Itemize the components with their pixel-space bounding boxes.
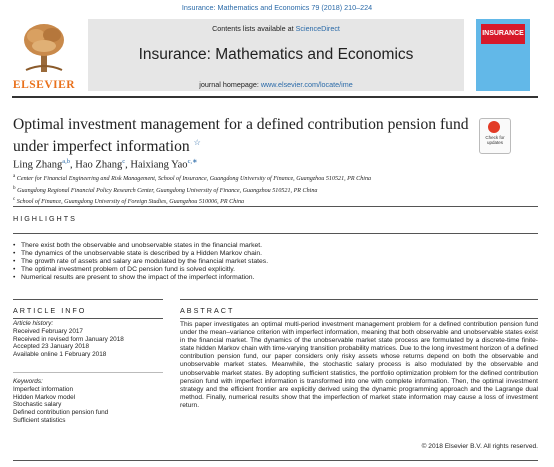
divider: [13, 372, 163, 373]
divider: [13, 299, 163, 300]
keyword-item: Defined contribution pension fund: [13, 409, 109, 417]
author-affiliation-mark[interactable]: c,∗: [187, 158, 198, 165]
affiliation-item: [13, 195, 533, 207]
check-updates-label: [479, 135, 511, 145]
contents-prefix: Contents lists available at: [212, 24, 296, 33]
article-title-text: Optimal investment management for a defined contribution pension fund under imperfect information: [13, 116, 469, 156]
affiliation-item: [13, 172, 533, 184]
highlights-heading: HIGHLIGHTS: [13, 214, 77, 223]
keywords-label: Keywords:: [13, 378, 43, 385]
highlight-item: • The growth rate of assets and salary are modulated by the financial market states.: [13, 258, 533, 266]
abstract-body: This paper investigates an optimal multi-period investment management problem for a defined contribution pension fund under the mean–variance criterion with imperfect information, meaning that both observable and unobservable states exist in the financial market. The dynamics of the unobservable market state process are formulated by a discrete-time finite-state hidden Markov chain with time-varying transition probability matrices. Due to the long investment horizon of a defined contribution pension fund, our paper considers only risky assets whose returns depend on both the observable and unobservable market states. Meanwhile, the stochastic salary process is also modulated by the observable and unobservable market states. By adopting sufficient statistics, the portfolio optimization problem for the defined contribution pension fund with imperfect information is transformed into one with complete information. Then, the optimal investment strategy and the efficient frontier are explicitly derived using the dynamic programming approach and the Lagrange dual method. Finally, numerical results show that the imperfection of market state information may cause a loss of investment return.: [180, 321, 538, 409]
history-item: Accepted 23 January 2018: [13, 343, 90, 351]
author-name[interactable]: Haixiang Yao: [130, 159, 188, 171]
journal-title[interactable]: Insurance: Mathematics and Economics: [138, 46, 414, 63]
author-name[interactable]: Hao Zhang: [75, 159, 123, 171]
keywords: [13, 378, 163, 425]
divider: [180, 318, 538, 319]
check-updates-line1: Check for: [485, 135, 505, 140]
history-item: Received February 2017: [13, 327, 83, 335]
affiliation-label: b: [13, 184, 16, 191]
title-footnote-icon[interactable]: ☆: [193, 138, 201, 147]
homepage-prefix: journal homepage:: [199, 80, 261, 89]
divider: [13, 206, 538, 207]
divider: [180, 299, 538, 300]
author-list: Ling Zhang$^{a,b}$, Hao Zhang$^c$, Haixiang Yao$^{c,∗}$: [13, 158, 198, 171]
copyright-notice: © 2018 Elsevier B.V. All rights reserved.: [421, 443, 538, 450]
affiliations: [13, 172, 533, 207]
article-history: [13, 320, 163, 359]
affiliation-text: Center for Financial Engineering and Risk Management, School of Insurance, Guangdong University of Finance, Guangzhou 510521, PR China: [16, 176, 372, 183]
contents-line: [88, 24, 464, 33]
article-info-heading: ARTICLE INFO: [13, 306, 87, 315]
keyword-item: Imperfect information: [13, 385, 74, 393]
affiliation-label: a: [13, 173, 16, 179]
divider: [13, 233, 538, 234]
keyword-item: Sufficient statistics: [13, 416, 66, 424]
article-title: [13, 116, 473, 156]
affiliation-label: c: [13, 196, 16, 203]
keyword-item: Hidden Markov model: [13, 393, 76, 401]
highlight-item: • Numerical results are present to show the impact of the imperfect information.: [13, 274, 533, 282]
tree-logo-icon: [22, 22, 66, 74]
affiliation-text: School of Finance, Guangdong University of Foreign Studies, Guangzhou 510006, PR China: [16, 199, 245, 206]
journal-homepage: [88, 80, 464, 89]
highlights-list: [13, 242, 533, 282]
journal-reference[interactable]: Insurance: Mathematics and Economics 79 (2018) 210–224: [181, 3, 373, 12]
highlight-item: • The dynamics of the unobservable state is described by a Hidden Markov chain.: [13, 250, 533, 258]
history-item: Received in revised form January 2018: [13, 335, 124, 343]
author-name[interactable]: Ling Zhang: [13, 159, 63, 171]
highlight-item: • There exist both the observable and unobservable states in the financial market.: [13, 242, 533, 250]
highlight-item: • The optimal investment problem of DC pension fund is solved explicitly.: [13, 266, 533, 274]
author-affiliation-mark[interactable]: a,b: [62, 158, 71, 165]
divider: [13, 460, 538, 461]
publisher-name: ELSEVIER: [12, 79, 76, 91]
history-item: Available online 1 February 2018: [13, 351, 107, 359]
affiliation-text: Guangdong Regional Financial Policy Research Center, Guangdong University of Finance, Guangzhou 510521, PR China: [17, 187, 318, 194]
keyword-item: Stochastic salary: [13, 401, 62, 409]
history-label: Article history:: [13, 320, 54, 327]
check-updates-icon: [488, 121, 500, 133]
homepage-link[interactable]: www.elsevier.com/locate/ime: [260, 80, 353, 89]
header-divider: [12, 96, 538, 98]
cover-title: INSURANCE: [481, 24, 525, 44]
check-updates-line2: updates: [486, 140, 503, 145]
elsevier-logo[interactable]: [13, 20, 75, 88]
divider: [13, 318, 163, 319]
sciencedirect-link[interactable]: ScienceDirect: [295, 24, 340, 33]
abstract-heading: ABSTRACT: [180, 306, 235, 315]
affiliation-item: [13, 184, 533, 196]
author-affiliation-mark[interactable]: c: [122, 158, 126, 165]
